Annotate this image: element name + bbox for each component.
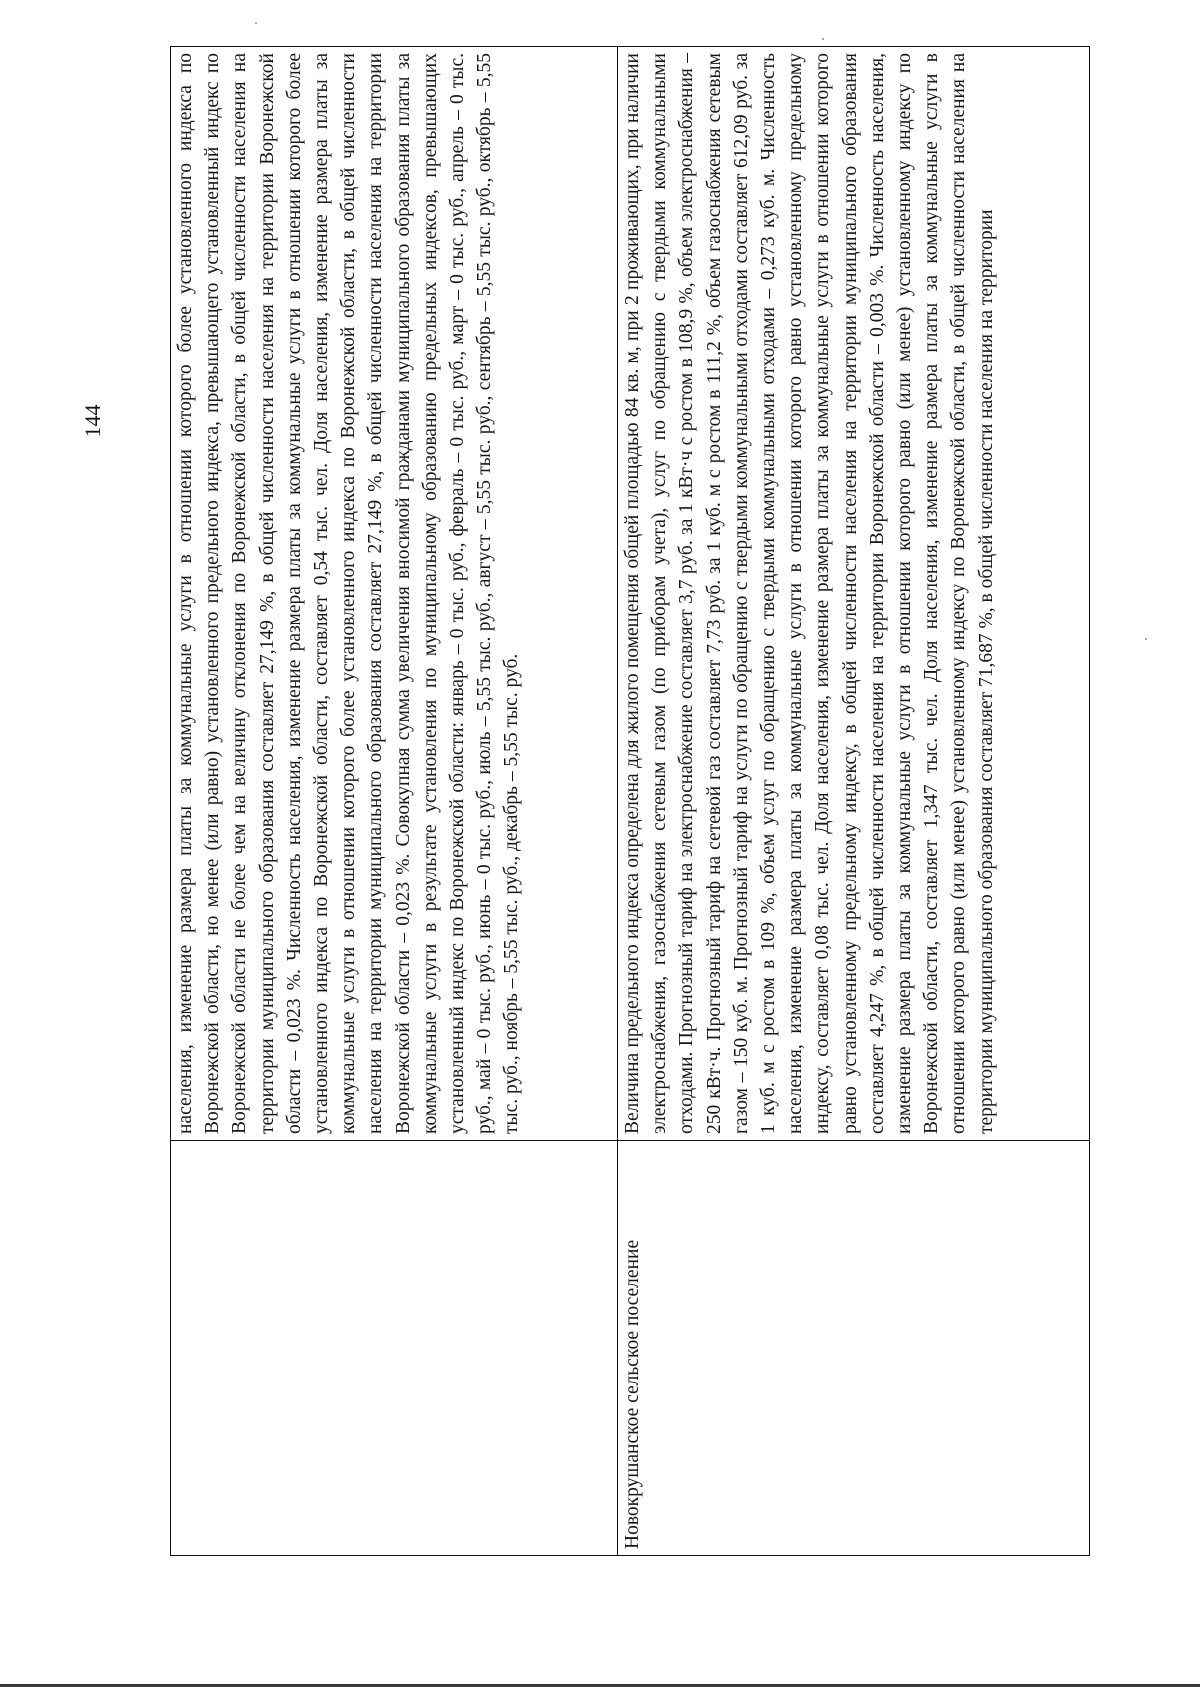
index-description-cell: населения, изменение размера платы за коммунальные услуги в отношении которого более установленного индекса по Воронежской области, но менее (или равно) установленного предельного индекса, превышающего установленный индекс по Воронежской области не более чем на величину отклонения по Воронежской области, в общей численности населения на территории муниципального образования составляет 27,149 %, в общей численности населения на территории Воронежской области – 0,023 %. Численность населения, изменение размера платы за коммунальные услуги в отношении которого более установленного индекса по Воронежской области, составляет 0,54 тыс. чел. Доля населения, изменение размера платы за коммунальные услуги в отношении которого более установленного индекса по Воронежской области, в общей численности населения на территории муниципального образования составляет 27,149 %, в общей численности населения на территории Воронежской области – 0,023 %. Совокупная сумма увеличения вносимой гражданами муниципального образования платы за коммунальные услуги в результате установления по муниципальному образованию предельных индексов, превышающих установленный индекс по Воронежской области: январь – 0 тыс. руб., февраль – 0 тыс. руб., март – 0 тыс. руб., апрель – 0 тыс. руб., май – 0 тыс. руб., июнь – 0 тыс. руб., июль – 5,55 тыс. руб., август – 5,55 тыс. руб., сентябрь – 5,55 тыс. руб., октябрь – 5,55 тыс. руб., ноябрь – 5,55 тыс. руб., декабрь – 5,55 тыс. руб.	[175, 53, 523, 1134]
table-row	[171, 47, 617, 1555]
municipality-name-cell: Новокрушанское сельское поселение	[618, 1140, 1089, 1555]
page-number: 144	[80, 404, 105, 438]
page-bottom-edge	[0, 1684, 1200, 1687]
municipality-name-cell	[171, 1140, 617, 1555]
table-row	[617, 47, 1089, 1555]
tariff-index-table	[170, 46, 1090, 1556]
scan-speck	[1145, 638, 1147, 640]
index-description-cell: Величина предельного индекса определена для жилого помещения общей площадью 84 кв. м, при 2 проживающих, при наличии электроснабжения, газоснабжения сетевым газом (по приборам учета), услуг по обращению с твердыми коммунальными отходами. Прогнозный тариф на электроснабжение составляет 3,7 руб. за 1 кВт·ч с ростом в 108,9 %, объем электроснабжения – 250 кВт·ч. Прогнозный тариф на сетевой газ составляет 7,73 руб. за 1 куб. м с ростом в 111,2 %, объем газоснабжения сетевым газом – 150 куб. м. Прогнозный тариф на услуги по обращению с твердыми коммунальными отходами составляет 612,09 руб. за 1 куб. м с ростом в 109 %, объем услуг по обращению с твердыми коммунальными отходами – 0,273 куб. м. Численность населения, изменение размера платы за коммунальные услуги в отношении которого равно установленному предельному индексу, составляет 0,08 тыс. чел. Доля населения, изменение размера платы за коммунальные услуги в отношении которого равно установленному предельному индексу, в общей численности населения на территории муниципального образования составляет 4,247 %, в общей численности населения на территории Воронежской области – 0,003 %. Численность населения, изменение размера платы за коммунальные услуги в отношении которого равно (или менее) установленному индексу по Воронежской области, составляет 1,347 тыс. чел. Доля населения, изменение размера платы за коммунальные услуги в отношении которого равно (или менее) установленному индексу по Воронежской области, в общей численности населения на территории муниципального образования составляет 71,687 %, в общей численности населения на территории	[622, 53, 997, 1134]
scan-speck	[822, 38, 824, 40]
scan-speck	[255, 22, 257, 24]
